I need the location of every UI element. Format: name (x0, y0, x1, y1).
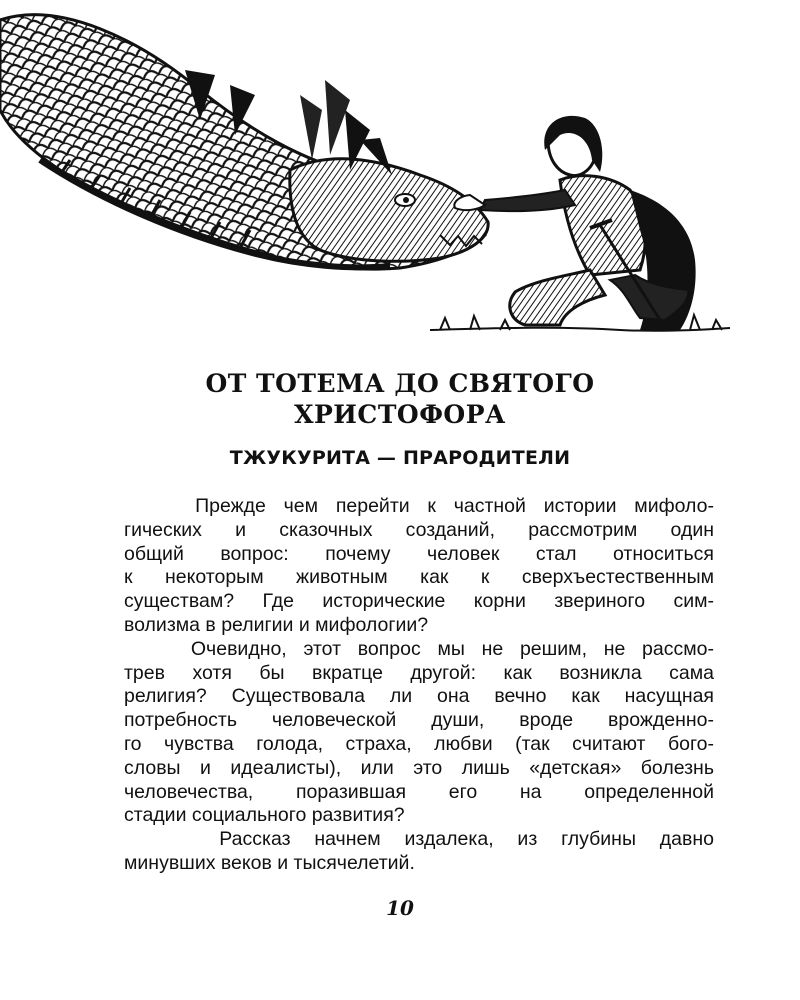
text-line: религия? Существовала ли она вечно как насущная (124, 685, 714, 708)
text-line: стадии социального развития? (124, 804, 405, 827)
text-line: Очевидно, этот вопрос мы не решим, не рассмо- (124, 637, 714, 660)
text-line: минувших веков и тысячелетий. (124, 851, 415, 874)
chapter-title-line-2: ХРИСТОФОРА (294, 400, 506, 429)
chapter-title-line-1: ОТ ТОТЕМА ДО СВЯТОГО (205, 369, 595, 398)
text-line: Рассказ начнем издалека, из глубины давно (124, 828, 714, 851)
paragraph-3 (124, 828, 714, 876)
text-line: человечества, поразившая его на определенной (124, 780, 714, 803)
text-line: Прежде чем перейти к частной истории мифоло- (124, 495, 714, 517)
text-line: трев хотя бы вкратце другой: как возникла сама (124, 661, 714, 684)
text-line: гических и сказочных созданий, рассмотрим один (124, 518, 714, 541)
text-line: го чувства голода, страха, любви (так считают бого- (124, 732, 714, 755)
text-line: волизма в религии и мифологии? (124, 613, 429, 636)
paragraph-1 (124, 495, 714, 638)
text-line: существам? Где исторические корни звериного сим- (124, 590, 714, 613)
page-number: 10 (386, 896, 414, 920)
text-line: общий вопрос: почему человек стал относиться (124, 542, 714, 565)
paragraph-2 (124, 638, 714, 828)
text-line: словы и идеалисты), или это лишь «детская» болезнь (124, 756, 714, 779)
knight (454, 116, 695, 330)
text-line: к некоторым животным как к сверхъестественным (124, 566, 714, 589)
section-title: ТЖУКУРИТА — ПРАРОДИТЕЛИ (229, 447, 571, 469)
body-text (124, 495, 714, 876)
chapter-title (0, 368, 800, 430)
text-line: потребность человеческой души, вроде врожденно- (124, 709, 714, 732)
dragon-and-knight-illustration (0, 0, 800, 345)
dragon (0, 15, 488, 269)
